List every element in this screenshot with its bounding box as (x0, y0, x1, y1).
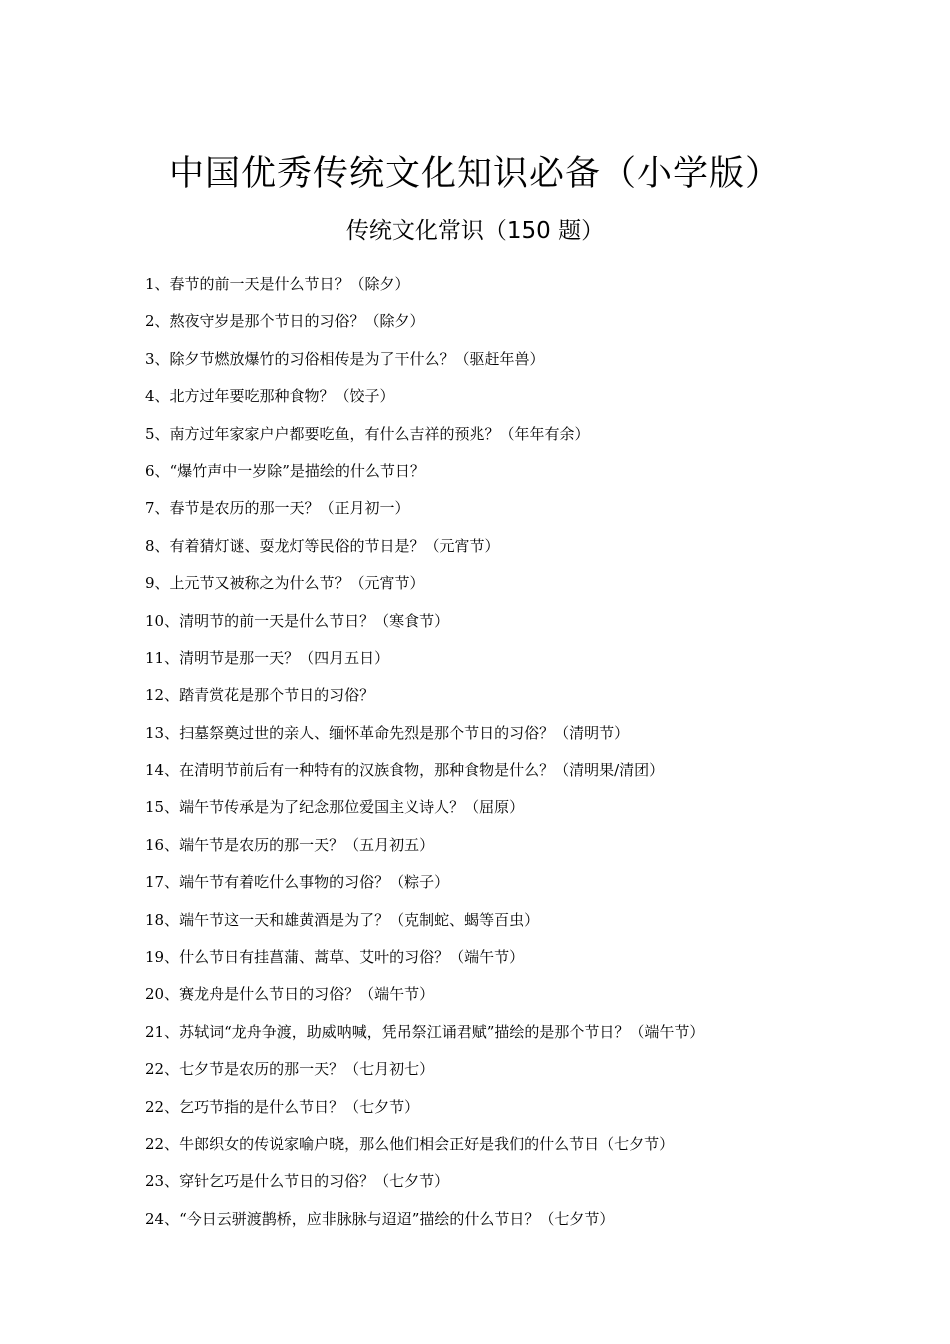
question-item (145, 793, 935, 830)
question-number: 8、 (145, 536, 170, 555)
question-text: 七夕节是农历的那一天？（七月初七） (179, 1060, 435, 1079)
question-list (145, 270, 935, 1242)
document-subtitle: 传统文化常识（150 题） (345, 218, 605, 244)
question-number: 1、 (145, 275, 170, 293)
question-text: 穿针乞巧是什么节日的习俗？（七夕节） (179, 1172, 450, 1191)
question-item (145, 1167, 935, 1204)
question-number: 11、 (145, 648, 180, 667)
question-item (145, 270, 935, 307)
question-item (145, 382, 935, 419)
question-text: 清明节是那一天？（四月五日） (179, 648, 390, 667)
question-text: 上元节又被称之为什么节？（元宵节） (169, 574, 425, 593)
question-text: 南方过年家家户户都要吃鱼，有什么吉祥的预兆？（年年有余） (169, 424, 590, 443)
question-text: 北方过年要吃那种食物？（饺子） (169, 387, 395, 406)
question-number: 16、 (145, 835, 180, 854)
question-text: 乞巧节指的是什么节日？（七夕节） (179, 1097, 420, 1116)
question-item (145, 831, 935, 868)
question-item (145, 569, 935, 606)
question-number: 2、 (145, 312, 170, 331)
question-text: 熬夜守岁是那个节日的习俗？（除夕） (169, 312, 425, 331)
question-item (145, 420, 935, 457)
question-text: 春节是农历的那一天？（正月初一） (169, 499, 410, 518)
question-item (145, 868, 935, 905)
question-text: 除夕节燃放爆竹的习俗相传是为了干什么？（驱赶年兽） (169, 349, 545, 368)
question-text: 春节的前一天是什么节日？（除夕） (169, 275, 410, 293)
question-text: 有着猜灯谜、耍龙灯等民俗的节日是？（元宵节） (169, 536, 500, 555)
question-number: 18、 (145, 910, 180, 929)
question-item (145, 1205, 935, 1242)
question-text: 踏青赏花是那个节日的习俗？ (179, 686, 375, 705)
question-number: 10、 (145, 611, 180, 630)
question-text: 端午节这一天和雄黄酒是为了？（克制蛇、蝎等百虫） (179, 910, 540, 929)
question-text: “今日云骈渡鹊桥，应非脉脉与迢迢”描绘的什么节日？（七夕节） (179, 1209, 615, 1228)
question-number: 17、 (145, 873, 180, 892)
question-number: 13、 (145, 723, 180, 742)
question-number: 24、 (145, 1209, 180, 1228)
document-title: 中国优秀传统文化知识必备（小学版） (168, 154, 781, 194)
question-item (145, 943, 935, 980)
question-number: 14、 (145, 761, 180, 780)
question-number: 5、 (145, 424, 170, 443)
question-number: 22、 (145, 1060, 180, 1079)
question-item (145, 1093, 935, 1130)
question-number: 4、 (145, 387, 170, 406)
question-number: 23、 (145, 1172, 180, 1191)
question-item (145, 1018, 935, 1055)
question-text: 苏轼词“龙舟争渡，助威呐喊，凭吊祭江诵君赋”描绘的是那个节日？（端午节） (179, 1022, 705, 1041)
question-number: 19、 (145, 948, 180, 967)
question-number: 6、 (145, 461, 170, 480)
question-text: 什么节日有挂菖蒲、蒿草、艾叶的习俗？（端午节） (179, 948, 525, 967)
question-text: 端午节有着吃什么事物的习俗？（粽子） (179, 873, 450, 892)
question-item (145, 457, 935, 494)
question-text: 牛郎织女的传说家喻户晓，那么他们相会正好是我们的什么节日（七夕节） (179, 1134, 675, 1153)
question-text: 赛龙舟是什么节日的习俗？（端午节） (179, 985, 435, 1004)
question-number: 22、 (145, 1134, 180, 1153)
question-text: “爆竹声中一岁除”是描绘的什么节日？ (169, 461, 425, 480)
question-item (145, 681, 935, 718)
question-number: 15、 (145, 798, 180, 817)
question-item (145, 1130, 935, 1167)
question-number: 12、 (145, 686, 180, 705)
question-number: 20、 (145, 985, 180, 1004)
question-text: 端午节传承是为了纪念那位爱国主义诗人？（屈原） (179, 798, 525, 817)
question-item (145, 607, 935, 644)
question-number: 3、 (145, 349, 170, 368)
question-item (145, 980, 935, 1017)
question-item (145, 532, 935, 569)
question-number: 21、 (145, 1022, 180, 1041)
question-item (145, 494, 935, 531)
question-text: 在清明节前后有一种特有的汉族食物，那种食物是什么？（清明果/清团） (179, 761, 665, 780)
question-number: 22、 (145, 1097, 180, 1116)
question-number: 9、 (145, 574, 170, 593)
question-item (145, 345, 935, 382)
question-item (145, 644, 935, 681)
question-text: 清明节的前一天是什么节日？（寒食节） (179, 611, 450, 630)
question-number: 7、 (145, 499, 170, 518)
question-text: 扫墓祭奠过世的亲人、缅怀革命先烈是那个节日的习俗？（清明节） (179, 723, 630, 742)
question-item (145, 307, 935, 344)
question-item (145, 906, 935, 943)
question-item (145, 1055, 935, 1092)
question-text: 端午节是农历的那一天？（五月初五） (179, 835, 435, 854)
question-item (145, 756, 935, 793)
question-item (145, 719, 935, 756)
